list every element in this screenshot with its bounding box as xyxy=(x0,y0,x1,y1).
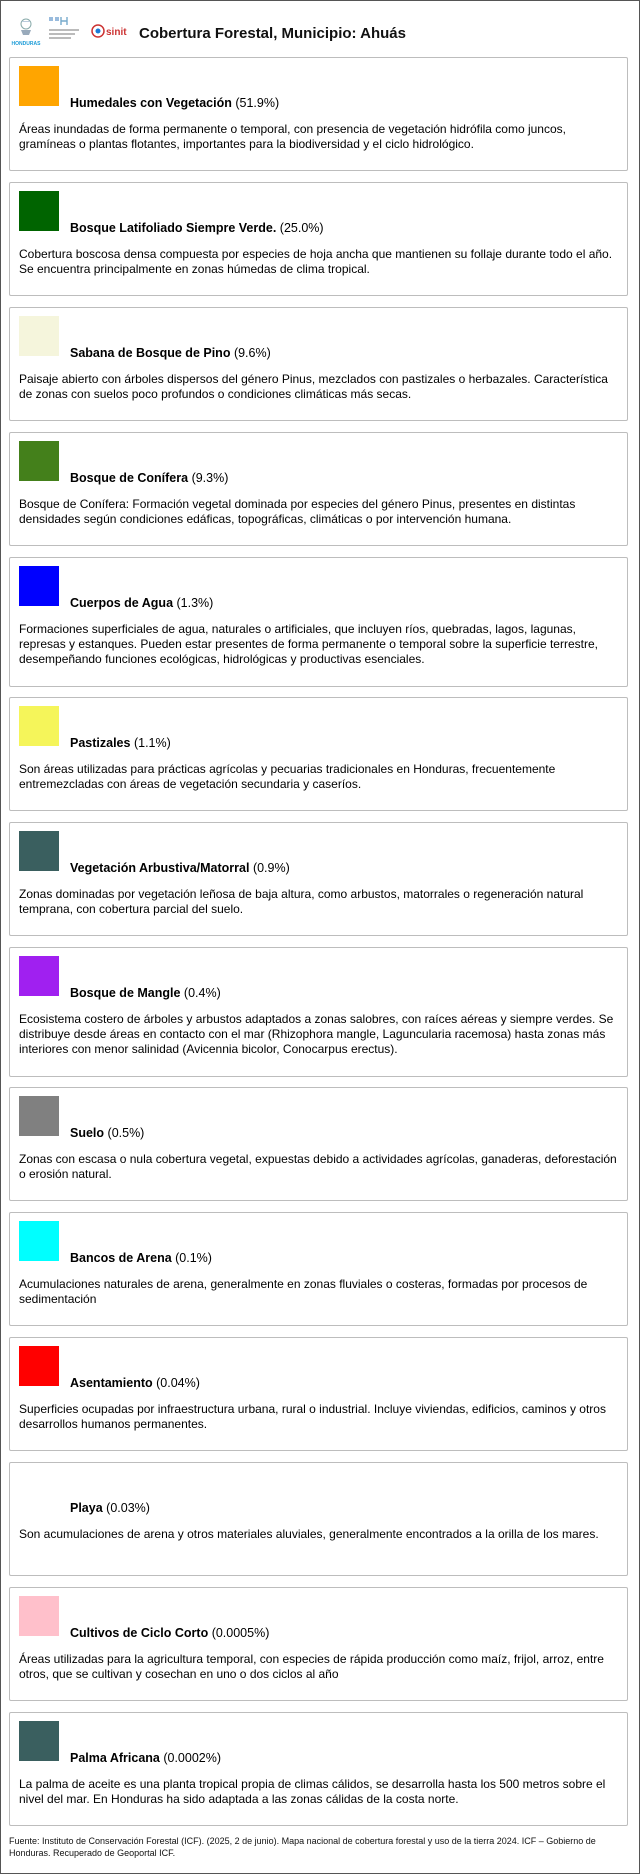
category-name: Playa xyxy=(70,1501,103,1515)
coverage-card xyxy=(9,432,628,546)
category-percent: (1.3%) xyxy=(176,596,214,610)
category-heading xyxy=(70,1626,269,1640)
coverage-card xyxy=(9,57,628,171)
color-swatch xyxy=(19,1721,59,1761)
honduras-logo xyxy=(9,15,43,47)
coverage-card xyxy=(9,557,628,687)
color-swatch xyxy=(19,1096,59,1136)
category-description: Formaciones superficiales de agua, naturales o artificiales, que incluyen ríos, quebradas, lagos, lagunas, represas y estanques. Pueden estar presentes de forma permanente o temporal sobre la superficie terrestre, desempeñando funciones ecológicas, hidrológicas y productivas esenciales. xyxy=(19,622,598,666)
category-heading xyxy=(70,96,279,110)
category-percent: (1.1%) xyxy=(133,736,171,750)
category-name: Pastizales xyxy=(70,736,131,750)
category-description: Paisaje abierto con árboles dispersos del género Pinus, mezclados con pastizales o herbazales. Característica de zonas con suelos poco profundos o condiciones climáticas más secas. xyxy=(19,372,608,401)
sinit-logo xyxy=(91,21,131,41)
color-swatch xyxy=(19,1346,59,1386)
category-heading xyxy=(70,1501,150,1515)
category-percent: (0.04%) xyxy=(156,1376,200,1390)
category-heading xyxy=(70,1376,200,1390)
svg-text:sinit: sinit xyxy=(106,27,127,38)
category-description: Cobertura boscosa densa compuesta por especies de hoja ancha que mantienen su follaje durante todo el año. Se encuentra principalmente en zonas húmedas de clima tropical. xyxy=(19,247,613,276)
category-percent: (0.1%) xyxy=(175,1251,212,1265)
sinit-logo-graphic xyxy=(91,21,131,41)
page-title: Cobertura Forestal, Municipio: Ahuás xyxy=(139,25,406,42)
category-heading xyxy=(70,1251,212,1265)
coverage-card xyxy=(9,822,628,936)
category-percent: (9.3%) xyxy=(191,471,229,485)
category-name: Humedales con Vegetación xyxy=(70,96,232,110)
svg-text:HONDURAS: HONDURAS xyxy=(11,41,41,47)
category-name: Cultivos de Ciclo Corto xyxy=(70,1626,209,1640)
category-name: Cuerpos de Agua xyxy=(70,596,174,610)
coverage-card xyxy=(9,947,628,1077)
category-description: Superficies ocupadas por infraestructura urbana, rural o industrial. Incluye viviendas, edificios, caminos y otros desarrollos humanos permanentes. xyxy=(19,1402,606,1431)
coverage-card xyxy=(9,1337,628,1451)
category-percent: (0.0002%) xyxy=(163,1751,222,1765)
color-swatch xyxy=(19,566,59,606)
color-swatch xyxy=(19,441,59,481)
color-swatch xyxy=(19,316,59,356)
category-heading xyxy=(70,736,171,750)
color-swatch xyxy=(19,956,59,996)
coverage-card xyxy=(9,697,628,811)
category-heading xyxy=(70,861,290,875)
category-percent: (0.4%) xyxy=(183,986,221,1000)
category-heading xyxy=(70,1126,144,1140)
category-heading xyxy=(70,596,213,610)
category-percent: (0.03%) xyxy=(106,1501,150,1515)
color-swatch xyxy=(19,66,59,106)
category-description: Acumulaciones naturales de arena, generalmente en zonas fluviales o costeras, formadas por procesos de sedimentación xyxy=(19,1277,588,1306)
coverage-card xyxy=(9,1587,628,1701)
category-description: Son acumulaciones de arena y otros materiales aluviales, generalmente encontrados a la orilla de los mares. xyxy=(19,1527,599,1541)
secretaria-logo xyxy=(47,15,85,45)
color-swatch xyxy=(19,1596,59,1636)
category-description: La palma de aceite es una planta tropical propia de climas cálidos, se desarrolla hasta los 500 metros sobre el nivel del mar. En Honduras ha sido adaptada a las zonas cálidas de la costa norte. xyxy=(19,1777,606,1806)
coverage-card xyxy=(9,307,628,421)
color-swatch xyxy=(19,831,59,871)
category-percent: (0.5%) xyxy=(107,1126,145,1140)
category-name: Sabana de Bosque de Pino xyxy=(70,346,231,360)
category-description: Zonas dominadas por vegetación leñosa de baja altura, como arbustos, matorrales o regeneración natural temprana, con cobertura parcial del suelo. xyxy=(19,887,584,916)
category-name: Bosque de Mangle xyxy=(70,986,181,1000)
category-heading xyxy=(70,221,324,235)
category-percent: (0.9%) xyxy=(252,861,290,875)
category-name: Bosque Latifoliado Siempre Verde. xyxy=(70,221,277,235)
category-description: Áreas utilizadas para la agricultura temporal, con especies de rápida producción como maíz, frijol, arroz, entre otros, que se cultivan y cosechan en uno o dos ciclos al año xyxy=(19,1652,604,1681)
category-percent: (0.0005%) xyxy=(211,1626,270,1640)
color-swatch xyxy=(19,191,59,231)
category-name: Palma Africana xyxy=(70,1751,160,1765)
color-swatch xyxy=(19,1221,59,1261)
category-description: Ecosistema costero de árboles y arbustos adaptados a zonas salobres, con raíces aéreas y siempre verdes. Se distribuye desde áreas en contacto con el mar (Rhizophora mangle, Laguncularia racemosa) hasta zonas más interiores con menor salinidad (Avicennia bicolor, Conocarpus erectus). xyxy=(19,1012,614,1056)
color-swatch xyxy=(19,706,59,746)
coverage-card xyxy=(9,1462,628,1576)
category-name: Bosque de Conífera xyxy=(70,471,189,485)
category-description: Zonas con escasa o nula cobertura vegetal, expuestas debido a actividades agrícolas, ganaderas, deforestación o erosión natural. xyxy=(19,1152,617,1181)
category-percent: (9.6%) xyxy=(233,346,271,360)
category-description: Bosque de Conífera: Formación vegetal dominada por especies del género Pinus, presentes en distintas densidades según condiciones edáficas, topográficas, climáticas o por intervención humana. xyxy=(19,497,576,526)
category-name: Vegetación Arbustiva/Matorral xyxy=(70,861,250,875)
coverage-card xyxy=(9,182,628,296)
coverage-card xyxy=(9,1712,628,1826)
category-name: Bancos de Arena xyxy=(70,1251,172,1265)
header xyxy=(1,1,639,53)
category-percent: (25.0%) xyxy=(279,221,324,235)
category-description: Son áreas utilizadas para prácticas agrícolas y pecuarias tradicionales en Honduras, frecuentemente entremezcladas con áreas de vegetación secundaria y caseríos. xyxy=(19,762,556,791)
category-heading xyxy=(70,346,271,360)
category-heading xyxy=(70,1751,221,1765)
category-heading xyxy=(70,986,221,1000)
category-name: Suelo xyxy=(70,1126,105,1140)
category-heading xyxy=(70,471,228,485)
source-footer: Fuente: Instituto de Conservación Forestal (ICF). (2025, 2 de junio). Mapa nacional de cobertura forestal y uso de la tierra 2024. ICF – Gobierno de Honduras. Recuperado de Geoportal ICF. xyxy=(9,1836,596,1858)
category-description: Áreas inundadas de forma permanente o temporal, con presencia de vegetación hidrófila como juncos, gramíneas o plantas flotantes, importantes para la biodiversidad y el ciclo hidrológico. xyxy=(19,122,566,151)
coverage-card xyxy=(9,1087,628,1201)
coverage-card xyxy=(9,1212,628,1326)
category-name: Asentamiento xyxy=(70,1376,153,1390)
category-percent: (51.9%) xyxy=(235,96,280,110)
color-swatch xyxy=(19,1471,59,1511)
